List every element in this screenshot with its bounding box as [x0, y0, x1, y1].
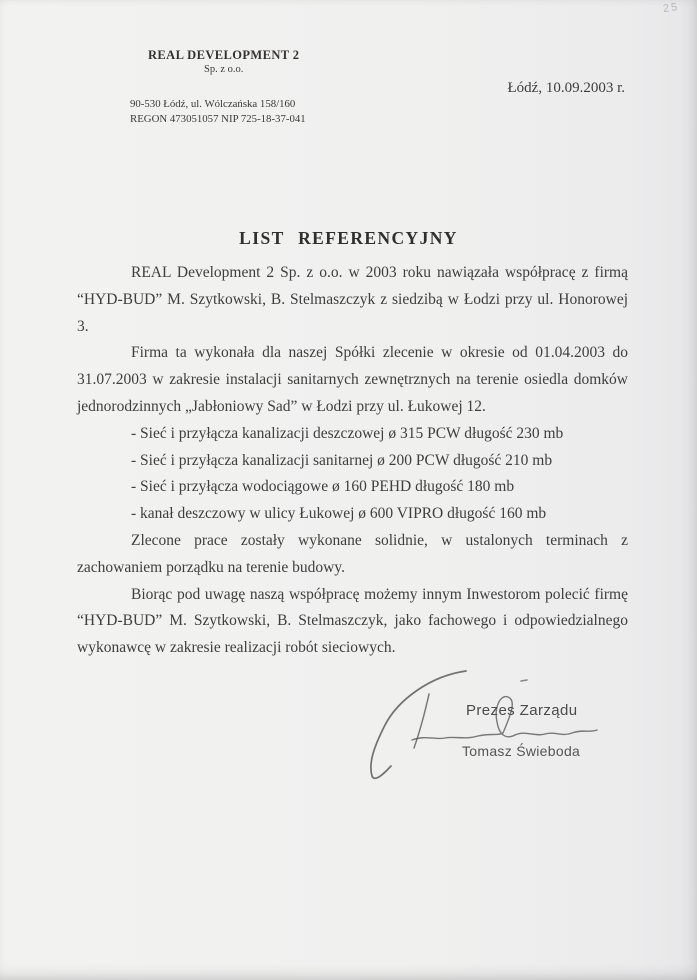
paragraph-quality: Zlecone prace zostały wykonane solidnie, w ustalonych terminach z zachowaniem porządku na terenie budowy. [77, 531, 628, 576]
pencil-page-number: 25 [661, 0, 680, 16]
company-name: REAL DEVELOPMENT 2 [148, 48, 300, 62]
document-title: LIST REFERENCYJNY [239, 228, 458, 248]
company-registration: REGON 473051057 NIP 725-18-37-041 [130, 113, 306, 125]
letterhead [130, 48, 306, 127]
letter-body [77, 260, 628, 662]
letterhead-company-block [148, 48, 299, 75]
signer-role: Prezes Zarządu [466, 702, 578, 719]
dateline: Łódź, 10.09.2003 r. [507, 80, 625, 96]
letterhead-address-block [130, 97, 306, 127]
handwritten-signature-icon [360, 655, 670, 815]
paragraph-scope: Firma ta wykonała dla naszej Spółki zlecenie w okresie od 01.04.2003 do 31.07.2003 w zakresie instalacji sanitarnych zewnętrznych na terenie osiedla domków jednorodzinnych „Jabłoniowy Sad” w Łodzi przy ul. Łukowej 12. [77, 344, 628, 415]
work-item: - kanał deszczowy w ulicy Łukowej ø 600 VIPRO długość 160 mb [131, 505, 547, 523]
paragraph-recommendation: Biorąc pod uwagę naszą współpracę możemy innym Inwestorom polecić firmę “HYD-BUD” M. Szytkowski, B. Stelmaszczyk, jako fachowego i odpowiedzialnego wykonawcę w zakresie realizacji robót sieciowych. [77, 585, 628, 657]
work-item: - Sieć i przyłącza wodociągowe ø 160 PEHD długość 180 mb [131, 478, 515, 496]
company-address: 90-530 Łódź, ul. Wólczańska 158/160 [130, 98, 296, 110]
signature-block [360, 655, 670, 815]
paragraph-introduction: REAL Development 2 Sp. z o.o. w 2003 roku nawiązała współpracę z firmą “HYD-BUD” M. Szytkowski, B. Stelmaszczyk z siedzibą w Łodzi przy ul. Honorowej 3. [77, 264, 628, 335]
work-item: - Sieć i przyłącza kanalizacji deszczowej ø 315 PCW długość 230 mb [131, 424, 564, 442]
company-legal-form: Sp. z o.o. [204, 64, 244, 75]
signer-name: Tomasz Świeboda [462, 743, 581, 759]
work-item: - Sieć i przyłącza kanalizacji sanitarnej ø 200 PCW długość 210 mb [131, 451, 553, 469]
